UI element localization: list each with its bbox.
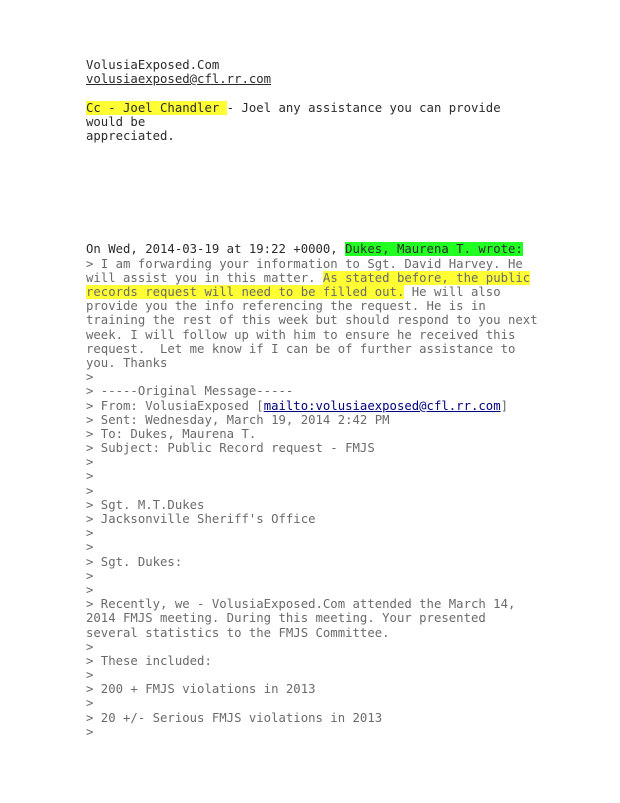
signature-name: > Sgt. M.T.Dukes bbox=[86, 497, 205, 512]
spacer bbox=[86, 143, 606, 157]
subject-line: > Subject: Public Record request - FMJS bbox=[86, 441, 375, 456]
body-line: several statistics to the FMJS Committee. bbox=[86, 625, 390, 640]
reply-highlight: As stated before, the public bbox=[322, 270, 531, 285]
from-prefix: > From: VolusiaExposed [ bbox=[86, 398, 264, 413]
reply-text: will assist you in this matter. bbox=[86, 270, 323, 285]
reply-line: request. Let me know if I can be of further assistance to bbox=[86, 341, 516, 356]
quoted-reply bbox=[86, 257, 606, 739]
reply-text: He will also bbox=[404, 285, 501, 299]
reply-line bbox=[86, 285, 606, 299]
mailto-link[interactable]: mailto:volusiaexposed@cfl.rr.com bbox=[263, 398, 501, 413]
cc-text: - Joel any assistance you can provide bbox=[226, 100, 501, 115]
stat-item: > 20 +/- Serious FMJS violations in 2013 bbox=[86, 710, 383, 725]
stat-item: > 200 + FMJS violations in 2013 bbox=[86, 682, 316, 697]
email-document bbox=[86, 58, 606, 739]
quote-marker: > bbox=[86, 469, 94, 484]
quote-marker: > bbox=[86, 668, 94, 683]
reply-line: provide you the info referencing the request. He is in bbox=[86, 299, 486, 314]
reply-line bbox=[86, 271, 606, 285]
quote-marker: > bbox=[86, 639, 94, 654]
quote-marker: > bbox=[86, 540, 94, 555]
reply-highlight: records request will need to be filled out. bbox=[86, 285, 405, 299]
spacer bbox=[86, 200, 606, 214]
header-email-line bbox=[86, 72, 606, 86]
quote-marker: > bbox=[86, 483, 94, 498]
reply-line: you. Thanks bbox=[86, 355, 168, 370]
quote-marker: > bbox=[86, 526, 94, 541]
reply-header-prefix: On Wed, 2014-03-19 at 19:22 +0000, bbox=[86, 242, 346, 257]
body-line: > Recently, we - VolusiaExposed.Com attended the March 14, bbox=[86, 597, 516, 612]
original-message-separator: > -----Original Message----- bbox=[86, 384, 294, 399]
cc-line-2: would be bbox=[86, 114, 146, 129]
quote-marker: > bbox=[86, 455, 94, 470]
sent-line: > Sent: Wednesday, March 19, 2014 2:42 PM bbox=[86, 412, 390, 427]
quote-marker: > bbox=[86, 568, 94, 583]
spacer bbox=[86, 228, 606, 242]
quote-marker: > bbox=[86, 696, 94, 711]
spacer bbox=[86, 214, 606, 228]
spacer bbox=[86, 157, 606, 171]
reply-line: training the rest of this week but should respond to you next bbox=[86, 313, 538, 328]
body-line: 2014 FMJS meeting. During this meeting. Your presented bbox=[86, 611, 486, 626]
signature-office: > Jacksonville Sheriff's Office bbox=[86, 512, 316, 526]
spacer bbox=[86, 86, 606, 100]
included-heading: > These included: bbox=[86, 653, 212, 668]
salutation: > Sgt. Dukes: bbox=[86, 554, 183, 569]
cc-line-3: appreciated. bbox=[86, 128, 175, 143]
site-name: VolusiaExposed.Com bbox=[86, 58, 220, 72]
reply-line: week. I will follow up with him to ensure he received this bbox=[86, 327, 516, 342]
quote-marker: > bbox=[86, 370, 94, 385]
quote-marker: > bbox=[86, 724, 94, 739]
reply-header bbox=[86, 242, 606, 256]
from-suffix: ] bbox=[500, 398, 509, 413]
reply-line: > I am forwarding your information to Sgt. David Harvey. He bbox=[86, 256, 523, 271]
to-line: > To: Dukes, Maurena T. bbox=[86, 426, 257, 441]
quote-marker: > bbox=[86, 582, 94, 597]
header-email-link[interactable]: volusiaexposed@cfl.rr.com bbox=[86, 72, 272, 87]
spacer bbox=[86, 172, 606, 186]
spacer bbox=[86, 186, 606, 200]
reply-author-highlight: Dukes, Maurena T. wrote: bbox=[345, 242, 523, 257]
from-line bbox=[86, 399, 606, 413]
cc-line bbox=[86, 101, 606, 115]
cc-highlight: Cc - Joel Chandler bbox=[86, 100, 227, 115]
